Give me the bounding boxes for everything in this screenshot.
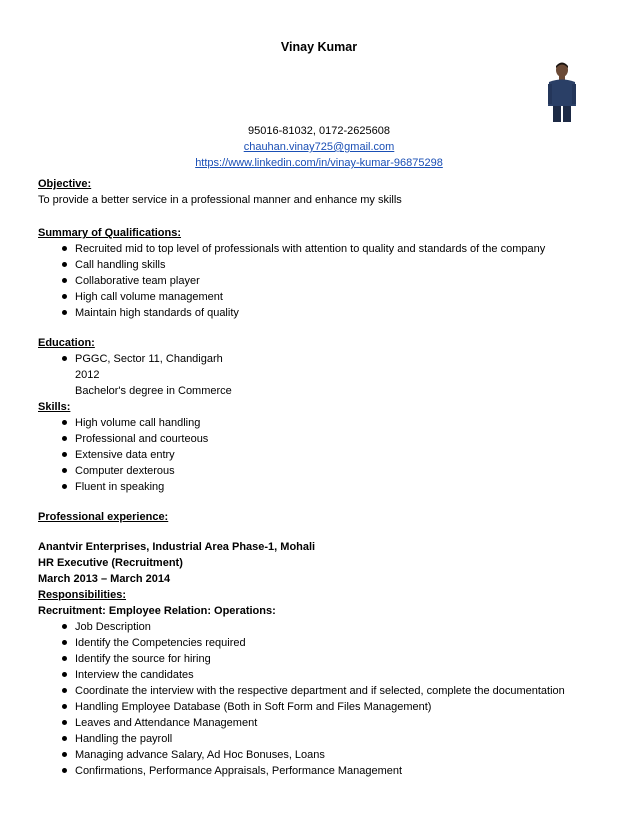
list-item: Identify the source for hiring (38, 651, 618, 667)
job-title: HR Executive (Recruitment) (38, 557, 183, 569)
education-year: 2012 (75, 369, 100, 381)
skills-list (38, 415, 618, 495)
list-item: Handling the payroll (38, 731, 618, 747)
responsibilities-subheading: Recruitment: Employee Relation: Operations: (38, 605, 276, 617)
objective-text: To provide a better service in a professional manner and enhance my skills (38, 194, 402, 206)
profile-photo (543, 58, 581, 122)
contact-block (0, 123, 638, 171)
list-item: Leaves and Attendance Management (38, 715, 618, 731)
list-item: Professional and courteous (38, 431, 618, 447)
objective-section (38, 176, 618, 208)
list-item: Maintain high standards of quality (38, 305, 618, 321)
responsibilities-list (38, 619, 618, 779)
experience-section (38, 509, 618, 525)
list-item: Extensive data entry (38, 447, 618, 463)
list-item: Job Description (38, 619, 618, 635)
education-section (38, 335, 618, 495)
education-institution: PGGC, Sector 11, Chandigarh (38, 351, 618, 367)
qualifications-section (38, 225, 618, 321)
education-degree: Bachelor's degree in Commerce (75, 385, 232, 397)
qualifications-list (38, 241, 618, 321)
experience-heading: Professional experience: (38, 511, 169, 523)
candidate-name: Vinay Kumar (280, 40, 358, 54)
list-item: Computer dexterous (38, 463, 618, 479)
list-item: Recruited mid to top level of professionals with attention to quality and standards of the company (38, 241, 618, 257)
list-item: Handling Employee Database (Both in Soft Form and Files Management) (38, 699, 618, 715)
list-item: Identify the Competencies required (38, 635, 618, 651)
linkedin-link[interactable]: https://www.linkedin.com/in/vinay-kumar-96875298 (195, 157, 443, 169)
company-name: Anantvir Enterprises, Industrial Area Phase-1, Mohali (38, 541, 316, 553)
list-item: Coordinate the interview with the respective department and if selected, complete the documentation (38, 683, 618, 699)
list-item: Call handling skills (38, 257, 618, 273)
education-list (38, 351, 618, 367)
qualifications-heading: Summary of Qualifications: (38, 227, 182, 239)
list-item: High call volume management (38, 289, 618, 305)
list-item: Collaborative team player (38, 273, 618, 289)
objective-heading: Objective: (38, 178, 92, 190)
job-section (38, 539, 618, 779)
responsibilities-heading: Responsibilities: (38, 589, 127, 601)
list-item: Fluent in speaking (38, 479, 618, 495)
list-item: Confirmations, Performance Appraisals, Performance Management (38, 763, 618, 779)
job-period: March 2013 – March 2014 (38, 573, 171, 585)
skills-heading: Skills: (38, 401, 71, 413)
phone-numbers: 95016-81032, 0172-2625608 (248, 125, 390, 137)
email-link[interactable]: chauhan.vinay725@gmail.com (243, 141, 395, 153)
education-heading: Education: (38, 337, 95, 349)
list-item: Managing advance Salary, Ad Hoc Bonuses, Loans (38, 747, 618, 763)
list-item: High volume call handling (38, 415, 618, 431)
list-item: Interview the candidates (38, 667, 618, 683)
